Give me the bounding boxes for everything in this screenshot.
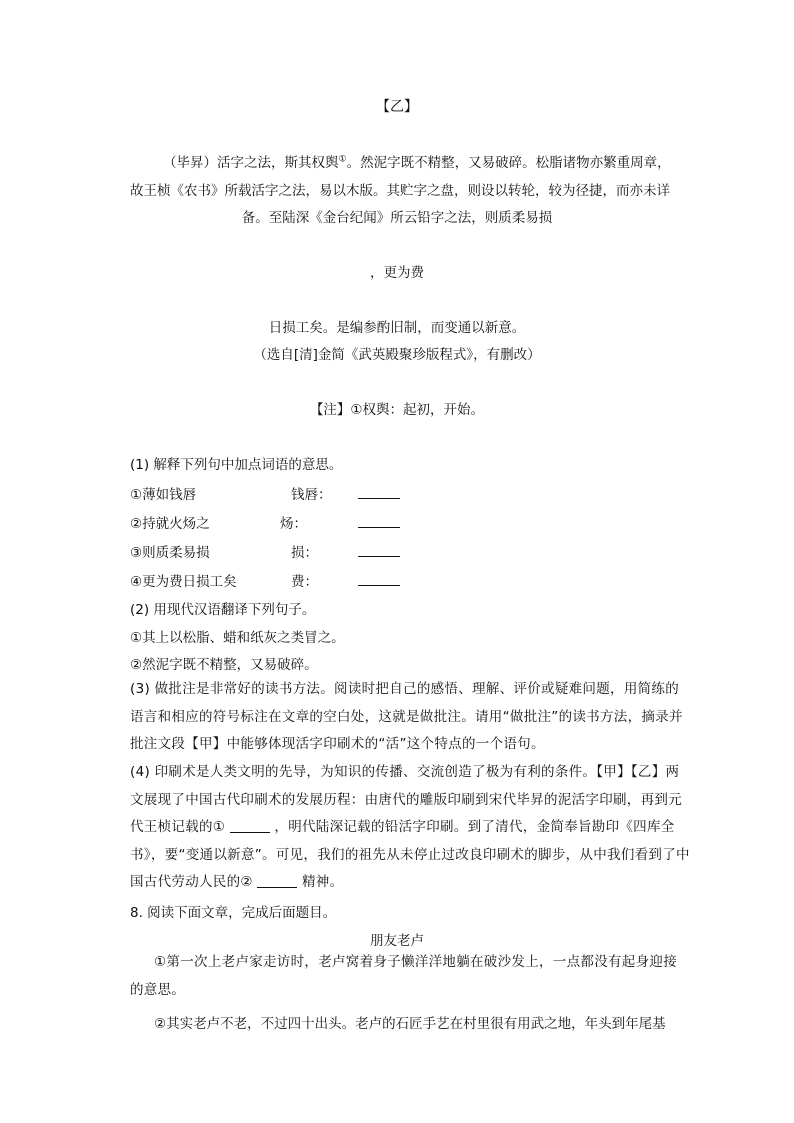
vocab-phrase: ④更为费日损工矣	[130, 574, 237, 590]
vocab-word: 炀：	[280, 516, 307, 532]
vocab-phrase: ③则质柔易损	[130, 545, 210, 561]
vocab-phrase: ①薄如钱唇	[130, 487, 197, 503]
annotation-note: 【注】①权舆：起初，开始。	[309, 402, 485, 418]
passage-line: ，更为费	[370, 265, 424, 281]
vocab-word: 费：	[291, 574, 318, 590]
answer-blank[interactable]	[358, 541, 400, 559]
question-4: (4) 印刷术是人类文明的先导，为知识的传播、交流创造了极为有利的条件。【甲】【乙】两文展现了中国古代印刷术的发展历程：由唐代的雕版印刷到宋代毕昇的泥活字印刷，再到元代王桢记载的① ，明代陆深记载的铅活字印刷。到了清代，金简奉旨勘印《四库全书》，要“变通以新意”。可见，我们的祖先从未停止过改良印刷术的脚步，从中我们看到了中国古代劳动人民的② 精神。	[130, 764, 690, 890]
vocab-phrase: ②持就火炀之	[130, 516, 210, 532]
question-3: (3) 做批注是非常好的读书方法。阅读时把自己的感悟、理解、评价或疑难问题，用简练的语言和相应的符号标注在文章的空白处，这就是做批注。请用“做批注”的读书方法，摘录并批注文段【甲】中能够体现活字印刷术的“活”这个特点的一个语句。	[130, 681, 683, 752]
translation-sentence: ①其上以松脂、蜡和纸灰之类冒之。	[130, 630, 345, 646]
vocab-word: 损：	[291, 545, 318, 561]
article-title: 朋友老卢	[370, 933, 424, 949]
passage-source: （选自[清]金简《武英殿聚珍版程式》，有删改）	[253, 347, 541, 363]
answer-blank[interactable]	[358, 570, 400, 588]
question-2-prompt: (2) 用现代汉语翻译下列句子。	[130, 602, 316, 618]
question-8-prompt: 8. 阅读下面文章，完成后面题目。	[130, 905, 337, 921]
passage-line: （毕昇）活字之法，斯其权舆①。然泥字既不精整，又易破碎。松脂诸物亦繁重周章，	[163, 154, 671, 171]
translation-sentence: ②然泥字既不精整，又易破碎。	[130, 657, 318, 673]
vocab-word: 钱唇：	[291, 487, 332, 503]
answer-blank[interactable]	[358, 483, 400, 501]
article-paragraph: ①第一次上老卢家走访时，老卢窝着身子懒洋洋地躺在破沙发上，一点都没有起身迎接的意思。	[130, 954, 678, 998]
answer-blank[interactable]	[230, 817, 270, 833]
footnote-marker: ①	[338, 154, 347, 165]
passage-line: 备。至陆深《金台纪闻》所云铅字之法，则质柔易损	[241, 210, 553, 226]
section-title: 【乙】	[376, 99, 418, 115]
answer-blank[interactable]	[257, 872, 297, 888]
answer-blank[interactable]	[358, 512, 400, 530]
question-1-prompt: (1) 解释下列句中加点词语的意思。	[130, 457, 343, 473]
passage-line: 故王桢《农书》所载活字之法，易以木版。其贮字之盘，则设以转轮，较为径捷，而亦未详	[130, 183, 670, 199]
article-paragraph: ②其实老卢不老，不过四十出头。老卢的石匠手艺在村里很有用武之地，年头到年尾基	[154, 1016, 666, 1032]
passage-line: 日损工矣。是编参酌旧制，而变通以新意。	[268, 320, 526, 336]
